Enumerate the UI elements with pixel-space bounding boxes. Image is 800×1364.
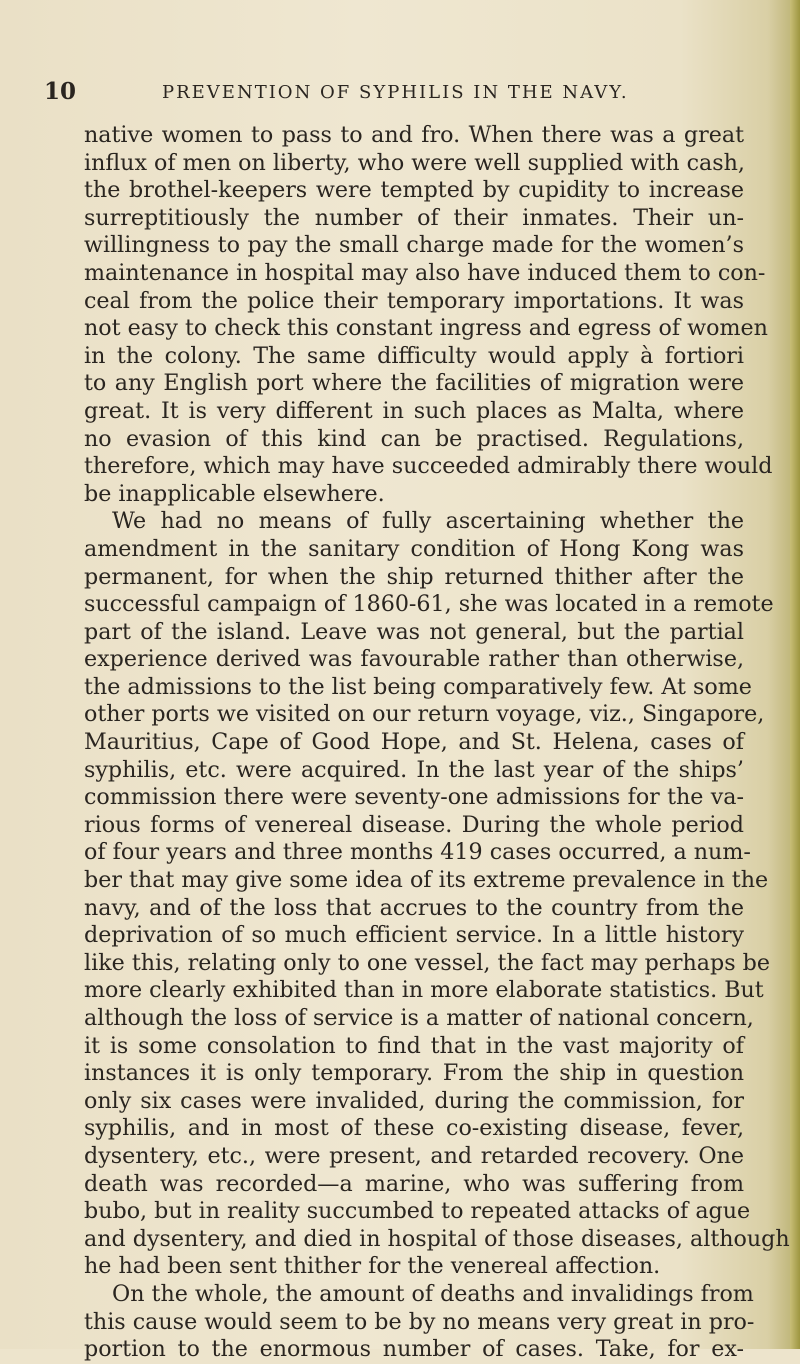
text-line: Mauritius, Cape of Good Hope, and St. Helena, cases of [84, 729, 744, 756]
text-line: On the whole, the amount of deaths and invalidings from [112, 1280, 754, 1307]
text-line: and dysentery, and died in hospital of those diseases, although [84, 1225, 790, 1252]
text-line: ber that may give some idea of its extreme prevalence in the [84, 867, 769, 894]
text-line: native women to pass to and fro. When there was a great [84, 122, 744, 148]
text-line: like this, relating only to one vessel, the fact may perhaps be [84, 949, 771, 976]
text-line: to any English port where the facilities of migration were [84, 370, 744, 397]
body-text [84, 122, 790, 1364]
text-line: We had no means of fully ascertaining whether the [112, 508, 744, 535]
text-line: no evasion of this kind can be practised. Regulations, [84, 425, 744, 452]
text-line: ceal from the police their temporary importations. It was [84, 287, 744, 314]
text-line: portion to the enormous number of cases. Take, for ex- [84, 1336, 744, 1363]
text-line: therefore, which may have succeeded admirably there would [84, 453, 773, 480]
text-line: of four years and three months 419 cases occurred, a num- [84, 839, 751, 866]
text-line: the admissions to the list being comparatively few. At some [84, 673, 752, 700]
text-line: influx of men on liberty, who were well supplied with cash, [84, 149, 745, 176]
text-line: part of the island. Leave was not general, but the partial [84, 618, 744, 645]
text-line: syphilis, and in most of these co-existing disease, fever, [84, 1115, 744, 1142]
text-line: only six cases were invalided, during the commission, for [84, 1087, 744, 1114]
running-title: PREVENTION OF SYPHILIS IN THE NAVY. [162, 82, 629, 103]
text-line: it is some consolation to find that in the vast majority of [84, 1032, 744, 1059]
text-line: in the colony. The same difficulty would apply à fortiori [84, 342, 744, 369]
text-line: successful campaign of 1860-61, she was located in a remote [84, 591, 774, 618]
text-line: not easy to check this constant ingress and egress of women [84, 315, 768, 342]
text-line: syphilis, etc. were acquired. In the last year of the ships’ [84, 756, 744, 783]
text-line: deprivation of so much efficient service. In a little history [84, 922, 744, 949]
text-line: more clearly exhibited than in more elaborate statistics. But [84, 977, 764, 1004]
text-line: maintenance in hospital may also have induced them to con- [84, 259, 766, 286]
text-line: experience derived was favourable rather than otherwise, [84, 646, 744, 673]
text-line: this cause would seem to be by no means very great in pro- [84, 1308, 755, 1335]
text-line: although the loss of service is a matter of national concern, [84, 1005, 754, 1031]
text-line: great. It is very different in such places as Malta, where [84, 397, 744, 424]
text-line: rious forms of venereal disease. During the whole period [84, 811, 744, 838]
page-edge [790, 0, 800, 1349]
text-line: bubo, but in reality succumbed to repeated attacks of ague [84, 1198, 751, 1225]
text-line: willingness to pay the small charge made for the women’s [84, 232, 744, 259]
text-line: permanent, for when the ship returned thither after the [84, 563, 744, 590]
text-line: navy, and of the loss that accrues to the country from the [84, 894, 744, 921]
text-line: surreptitiously the number of their inmates. Their un- [84, 204, 744, 231]
text-line: dysentery, etc., were present, and retarded recovery. One [84, 1142, 744, 1169]
page-number: 10 [44, 78, 77, 105]
text-line: other ports we visited on our return voyage, viz., Singapore, [84, 701, 765, 728]
page-header [44, 78, 704, 108]
text-line: amendment in the sanitary condition of Hong Kong was [84, 535, 744, 562]
text-line: he had been sent thither for the venereal affection. [84, 1253, 661, 1280]
text-line: instances it is only temporary. From the ship in question [84, 1060, 744, 1087]
text-line: the brothel-keepers were tempted by cupidity to increase [84, 177, 744, 204]
text-line: death was recorded—a marine, who was suffering from [84, 1170, 744, 1197]
text-line: be inapplicable elsewhere. [84, 480, 385, 507]
text-line: commission there were seventy-one admissions for the va- [84, 784, 744, 811]
